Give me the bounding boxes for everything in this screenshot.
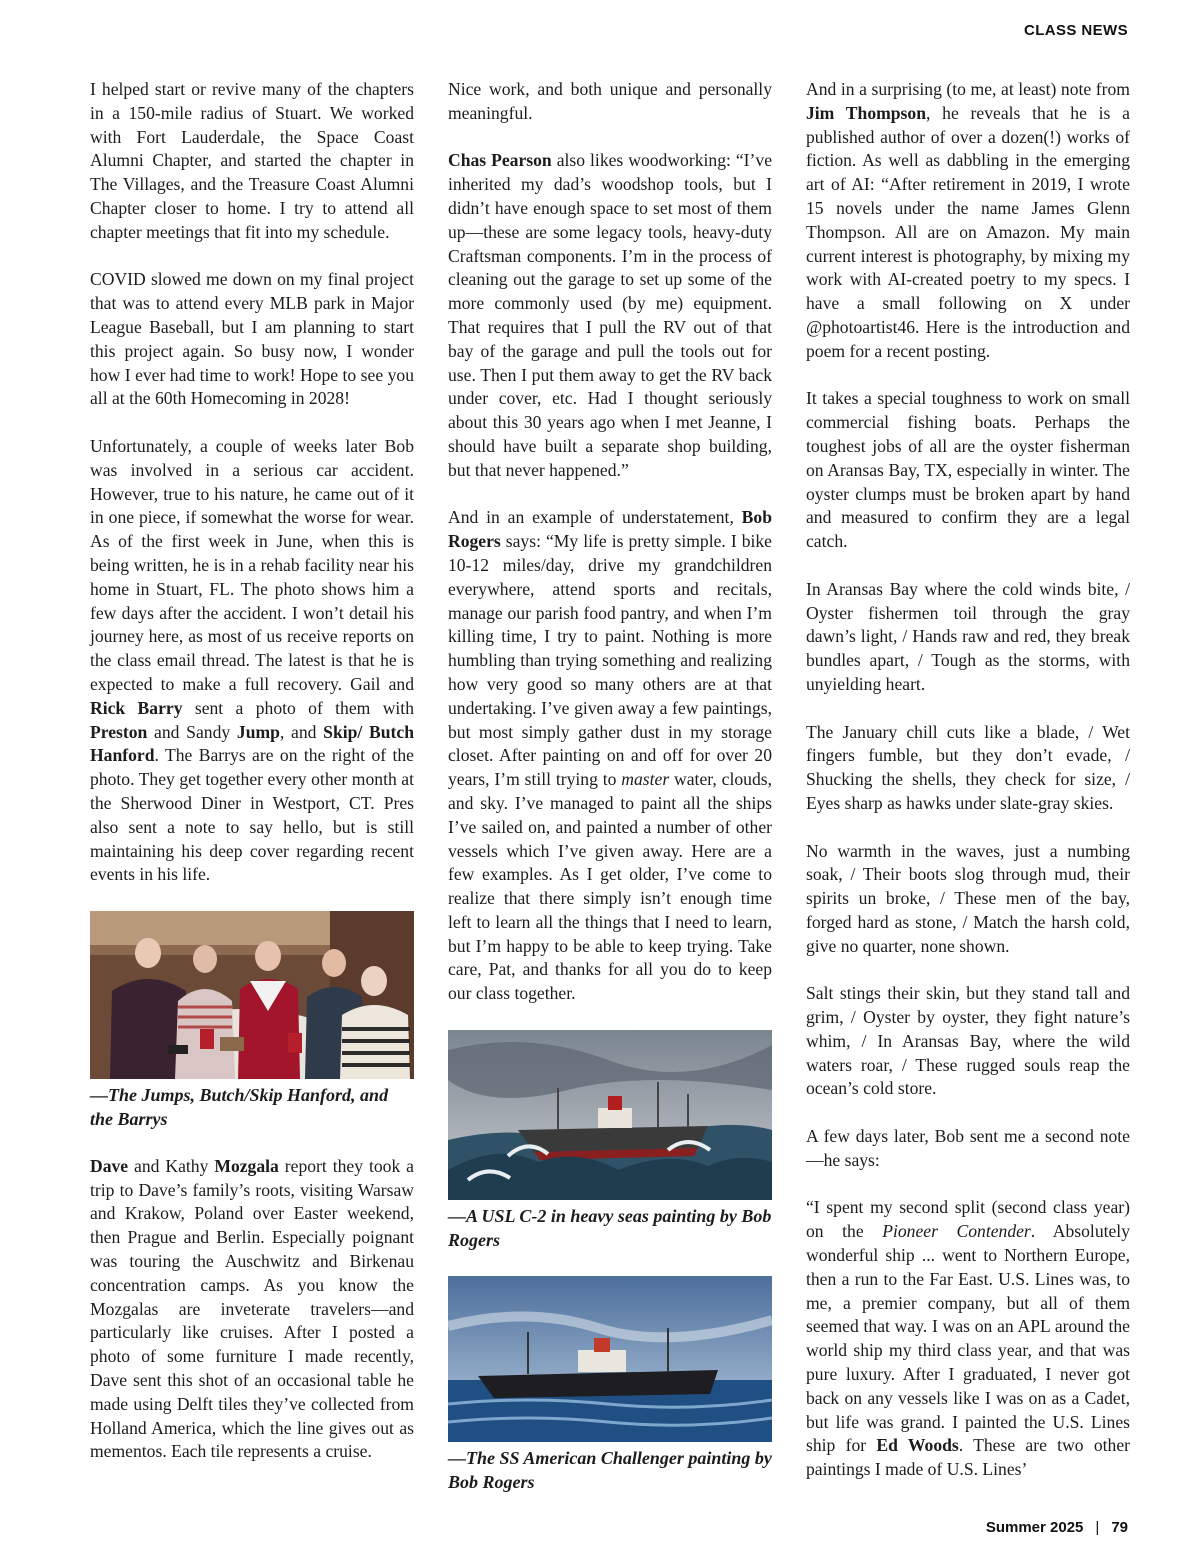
photo-caption-diner: —The Jumps, Butch/Skip Hanford, and the Barrys: [90, 1084, 389, 1129]
poem-stanza-4: Salt stings their skin, but they stand tall and grim, / Oyster by oyster, they fight nature’s whim, / In Aransas Bay, where the wild waters roar, / These rugged souls reap the ocean’s cold store.: [806, 983, 1130, 1099]
column-2: [448, 78, 772, 1518]
name-mozgala: Mozgala: [214, 1155, 279, 1176]
name-chas-pearson: Chas Pearson: [448, 150, 552, 171]
name-rick-barry: Rick Barry: [90, 697, 183, 718]
painting-caption-c2: —A USL C-2 in heavy seas painting by Bob Rogers: [448, 1205, 772, 1250]
column-3: [806, 78, 1130, 1482]
section-label: CLASS NEWS: [1023, 22, 1128, 39]
name-skip-hanford: Skip/ Butch Hanford: [90, 721, 414, 766]
paragraph-chapters: I helped start or revive many of the chapters in a 150-mile radius of Stuart. We worked with Fort Lauderdale, the Space Coast Alumni Chapter, and started the chapter in The Villages, and the Treasure Coast Alumni Chapter closer to home. I try to attend all chapter meetings that fit into my schedule.: [90, 79, 414, 242]
paragraph-accident: Unfortunately, a couple of weeks later Bob was involved in a serious car accident. However, true to his nature, he came out of it in one piece, if somewhat the worse for wear. As of the first week in June, when this is being written, he is in a rehab facility near his home in Stuart, FL. The photo shows him a few days after the accident. I won’t detail his journey here, as most of us receive reports on the class email thread. The latest is that he is expected to make a full recovery. Gail and Rick Barry sent a photo of them with Preston and Sandy Jump, and Skip/ Butch Hanford. The Barrys are on the right of the photo. They get together every other month at the Sherwood Diner in Westport, CT. Pres also sent a note to say hello, but is still maintaining his deep cover regarding recent events in his life.: [90, 435, 414, 885]
issue-label: Summer 2025: [985, 1519, 1084, 1536]
paragraph-second-split: “I spent my second split (second class year) on the Pioneer Contender. Absolutely wonderful ship ... went to Northern Europe, then a run to the Far East. U.S. Lines was, to me, a premier company, but all of them seemed that way. I was on an APL around the world ship my third class year, and that was pure luxury. After I graduated, I never got back on any vessels like I was on as a Cadet, but life was grand. I painted the U.S. Lines ship for Ed Woods. These are two other paintings I made of U.S. Lines’: [806, 1197, 1131, 1480]
paragraph-mozgala: Dave and Kathy Mozgala report they took a trip to Dave’s family’s roots, visiting Warsaw and Krakow, Poland over Easter weekend, then Prague and Berlin. Especially poignant was touring the Auschwitz and Birkenau concentration camps. As you know the Mozgalas are inveterate travelers—and particularly like cruises. After I posted a photo of some furniture I made recently, Dave sent this shot of an occasional table he made using Delft tiles they’ve collected from Holland America, which the line gives out as mementos. Each tile represents a cruise.: [90, 1155, 414, 1462]
paragraph-jim-thompson: And in a surprising (to me, at least) note from Jim Thompson, he reveals that he is a published author of over a dozen(!) works of fiction. As well as dabbling in the emerging art of AI: “After retirement in 2019, I wrote 15 novels under the name James Glenn Thompson. All are on Amazon. My main current interest is photography, by mixing my work with AI-created poetry to my specs. I have a small following on X under @photoartist46. Here is the introduction and poem for a recent posting.: [806, 79, 1130, 361]
diner-group-photo: [90, 911, 414, 1079]
paragraph-toughness: It takes a special toughness to work on small commercial fishing boats. Perhaps the toughest jobs of all are the oyster fisherman on Aransas Bay, TX, especially in winter. The oyster clumps must be broken apart by hand and measured to confirm they are a legal catch.: [806, 388, 1130, 552]
paragraph-woodworking: Chas Pearson also likes woodworking: “I’ve inherited my dad’s woodshop tools, but I didn’t have enough space to set most of them up—these are some legacy tools, heavy-duty Craftsman components. I’m in the process of cleaning out the garage to set up some of the more commonly used (by me) equipment. That requires that I pull the RV out of that bay of the garage and pull the tools out for use. Then I put them away to get the RV back under cover, etc. Had I thought seriously about this 30 years ago when I met Jeanne, I should have built a separate shop building, but that never happened.”: [448, 150, 773, 480]
poem-stanza-2: The January chill cuts like a blade, / Wet fingers fumble, but they don’t evade, / Shucking the shells, they check for size, / Eyes sharp as hawks under slate-gray skies.: [806, 721, 1130, 813]
column-1: [90, 78, 414, 1464]
paragraph-second-note: A few days later, Bob sent me a second note—he says:: [806, 1126, 1130, 1170]
poem-stanza-1: In Aransas Bay where the cold winds bite, / Oyster fishermen toil through the gray dawn’s light, / Hands raw and red, they break bundles apart, / Tough as the storms, with unyielding heart.: [806, 578, 1130, 694]
paragraph-covid: COVID slowed me down on my final project that was to attend every MLB park in Major League Baseball, but I am planning to start this project again. So busy now, I wonder how I ever had time to work! Hope to see you all at the 60th Homecoming in 2028!: [90, 269, 414, 409]
ship-name-pioneer-contender: Pioneer Contender: [882, 1221, 1031, 1242]
name-ed-woods: Ed Woods: [876, 1435, 959, 1456]
name-dave: Dave: [90, 1155, 129, 1176]
painting-usl-c2-heavy-seas: [448, 1030, 772, 1200]
name-jump: Jump: [236, 721, 280, 742]
name-jim-thompson: Jim Thompson: [806, 102, 926, 123]
poem-stanza-3: No warmth in the waves, just a numbing soak, / Their boots slog through mud, their spirits un broke, / These men of the bay, forged hard as stone, / Match the harsh cold, give no quarter, none shown.: [806, 840, 1130, 956]
painting-caption-challenger: —The SS American Challenger painting by Bob Rogers: [448, 1447, 772, 1492]
paragraph-nice-work: Nice work, and both unique and personally meaningful.: [448, 79, 772, 123]
name-preston: Preston: [90, 721, 148, 742]
page-number: 79: [1111, 1519, 1128, 1536]
painting-ss-american-challenger: [448, 1276, 772, 1442]
footer-separator: |: [1095, 1519, 1100, 1536]
name-bob-rogers: Bob Rogers: [448, 507, 772, 552]
paragraph-bob-rogers: And in an example of understatement, Bob Rogers says: “My life is pretty simple. I bike 10-12 miles/day, drive my grandchildren everywhere, attend sports and recitals, manage our parish food pantry, and when I’m killing time, I try to paint. Nothing is more humbling than trying something and realizing how very good so many others are at that undertaking. I’ve given away a few paintings, but most simply gather dust in my storage closet. After painting on and off for over 20 years, I’m still trying to master water, clouds, and sky. I’ve managed to paint all the ships I’ve sailed on, and painted a number of other vessels which I’ve given away. Here are a few examples. As I get older, I’ve come to realize that there simply isn’t enough time left to learn all the things that I need to learn, but I’m happy to be able to keep trying. Take care, Pat, and thanks for all you do to keep our class together.: [448, 507, 772, 1004]
page-footer: [986, 1519, 1128, 1536]
